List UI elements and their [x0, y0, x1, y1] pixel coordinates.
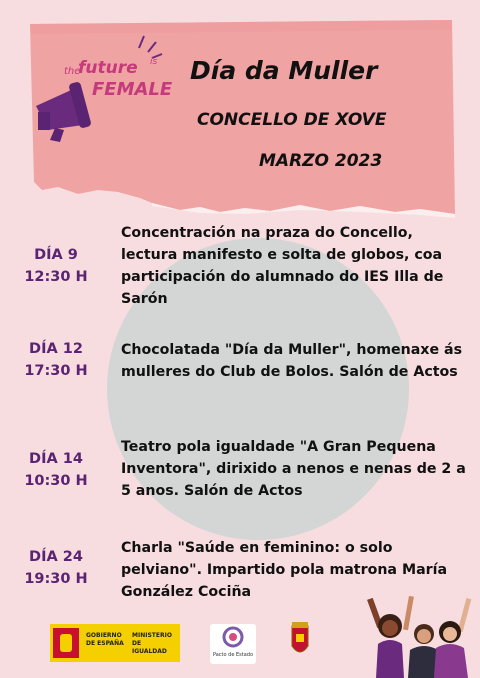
event-time: 17:30 H: [24, 363, 88, 379]
event-day: DÍA 9: [34, 247, 78, 263]
event-date: [6, 448, 106, 492]
event-description: Concentración na praza do Concello, lectura manifesto e solta de globos, coa participación do alumnado do IES Illa de Sarón: [121, 225, 444, 307]
pacto-text: Pacto de Estado: [212, 652, 254, 658]
event-time: 10:30 H: [24, 473, 88, 489]
ministerio-text: MINISTERIO DE IGUALDAD: [132, 632, 172, 655]
pacto-icon: [210, 624, 256, 652]
event-description: Chocolatada "Día da Muller", homenaxe ás mulleres do Club de Bolos. Salón de Actos: [121, 342, 463, 380]
logo-female: FEMALE: [92, 79, 173, 100]
event-description: Teatro pola igualdade "A Gran Pequena Inventora", dirixido a nenos e nenas de 2 a 5 anos. Salón de Actos: [121, 439, 466, 499]
pacto-logo: [210, 624, 256, 664]
event-month: MARZO 2023: [259, 151, 383, 171]
event-date: [6, 546, 106, 590]
logo-future: future: [78, 58, 138, 78]
page-title: Día da Muller: [190, 56, 378, 85]
event-time: 12:30 H: [24, 269, 88, 285]
event-date: [6, 338, 106, 382]
event-date: [6, 244, 106, 288]
women-illustration: [346, 596, 480, 678]
coat-of-arms-icon: [288, 620, 312, 660]
event-day: DÍA 12: [29, 341, 83, 357]
event-description: Charla "Saúde en feminino: o solo pelviano". Impartido pola matrona María González Cociña: [121, 540, 448, 600]
event-day: DÍA 14: [29, 451, 83, 467]
logo-the: the: [64, 66, 81, 77]
event-time: 19:30 H: [24, 571, 88, 587]
event-day: DÍA 24: [29, 549, 83, 565]
subtitle: CONCELLO DE XOVE: [197, 110, 387, 130]
logo-is: is: [150, 57, 158, 67]
gobierno-text: GOBIERNO DE ESPAÑA: [86, 632, 124, 647]
